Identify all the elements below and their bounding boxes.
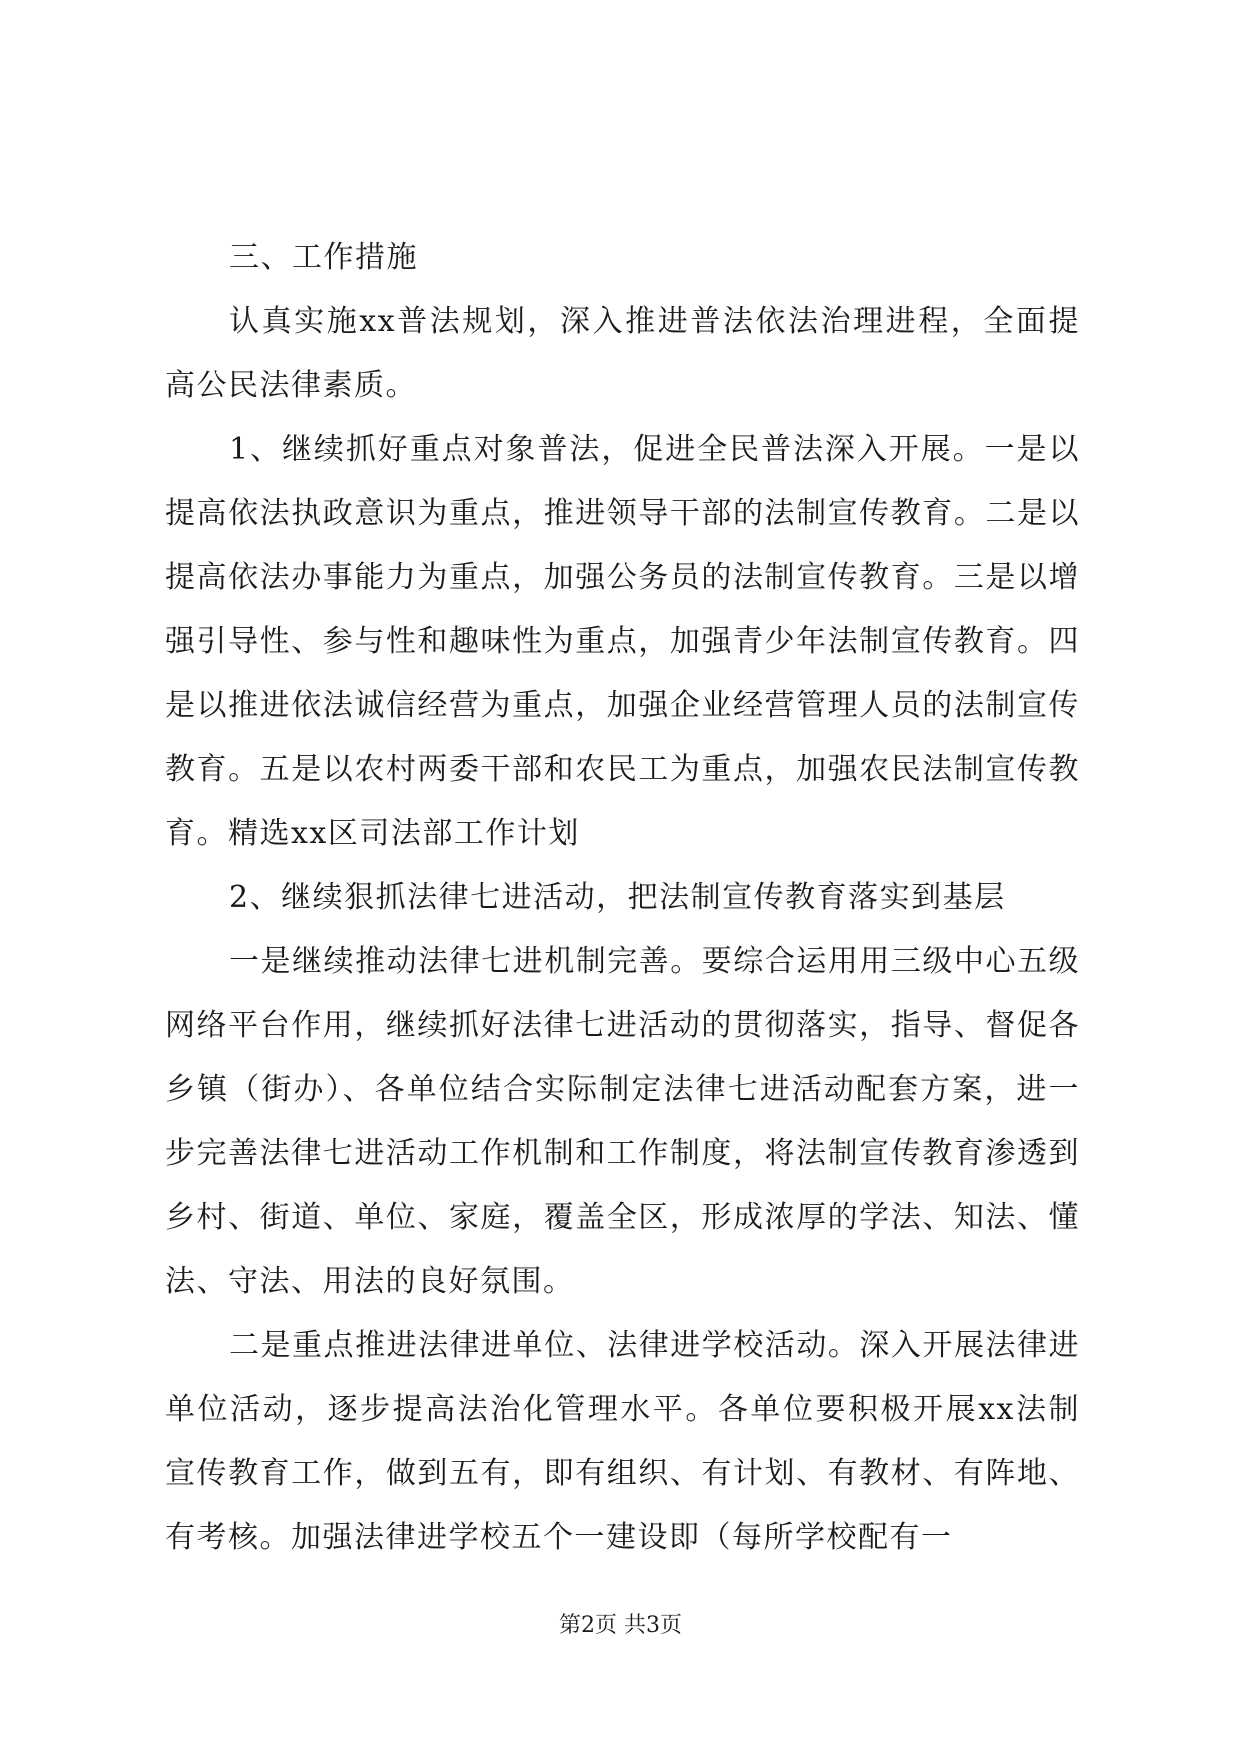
measure-2-point-1-paragraph: 一是继续推动法律七进机制完善。要综合运用用三级中心五级网络平台作用，继续抓好法律七进活动的贯彻落实，指导、督促各乡镇（街办）、各单位结合实际制定法律七进活动配套方案，进一步完善法律七进活动工作机制和工作制度，将法制宣传教育渗透到乡村、街道、单位、家庭，覆盖全区，形成浓厚的学法、知法、懂法、守法、用法的良好氛围。	[165, 944, 1080, 1299]
document-body	[165, 226, 1080, 1570]
section-heading: 三、工作措施	[229, 240, 418, 275]
measure-2-point-2-paragraph: 二是重点推进法律进单位、法律进学校活动。深入开展法律进单位活动，逐步提高法治化管理水平。各单位要积极开展xx法制宣传教育工作，做到五有，即有组织、有计划、有教材、有阵地、有考核。加强法律进学校五个一建设即（每所学校配有一	[165, 1328, 1080, 1555]
page-footer: 第2页 共3页	[559, 1613, 682, 1638]
measure-1-paragraph: 1、继续抓好重点对象普法，促进全民普法深入开展。一是以提高依法执政意识为重点，推进领导干部的法制宣传教育。二是以提高依法办事能力为重点，加强公务员的法制宣传教育。三是以增强引导性、参与性和趣味性为重点，加强青少年法制宣传教育。四是以推进依法诚信经营为重点，加强企业经营管理人员的法制宣传教育。五是以农村两委干部和农民工为重点，加强农民法制宣传教育。精选xx区司法部工作计划	[165, 432, 1080, 851]
measure-2-heading: 2、继续狠抓法律七进活动，把法制宣传教育落实到基层	[229, 880, 1006, 915]
intro-paragraph: 认真实施xx普法规划，深入推进普法依法治理进程，全面提高公民法律素质。	[165, 304, 1080, 403]
